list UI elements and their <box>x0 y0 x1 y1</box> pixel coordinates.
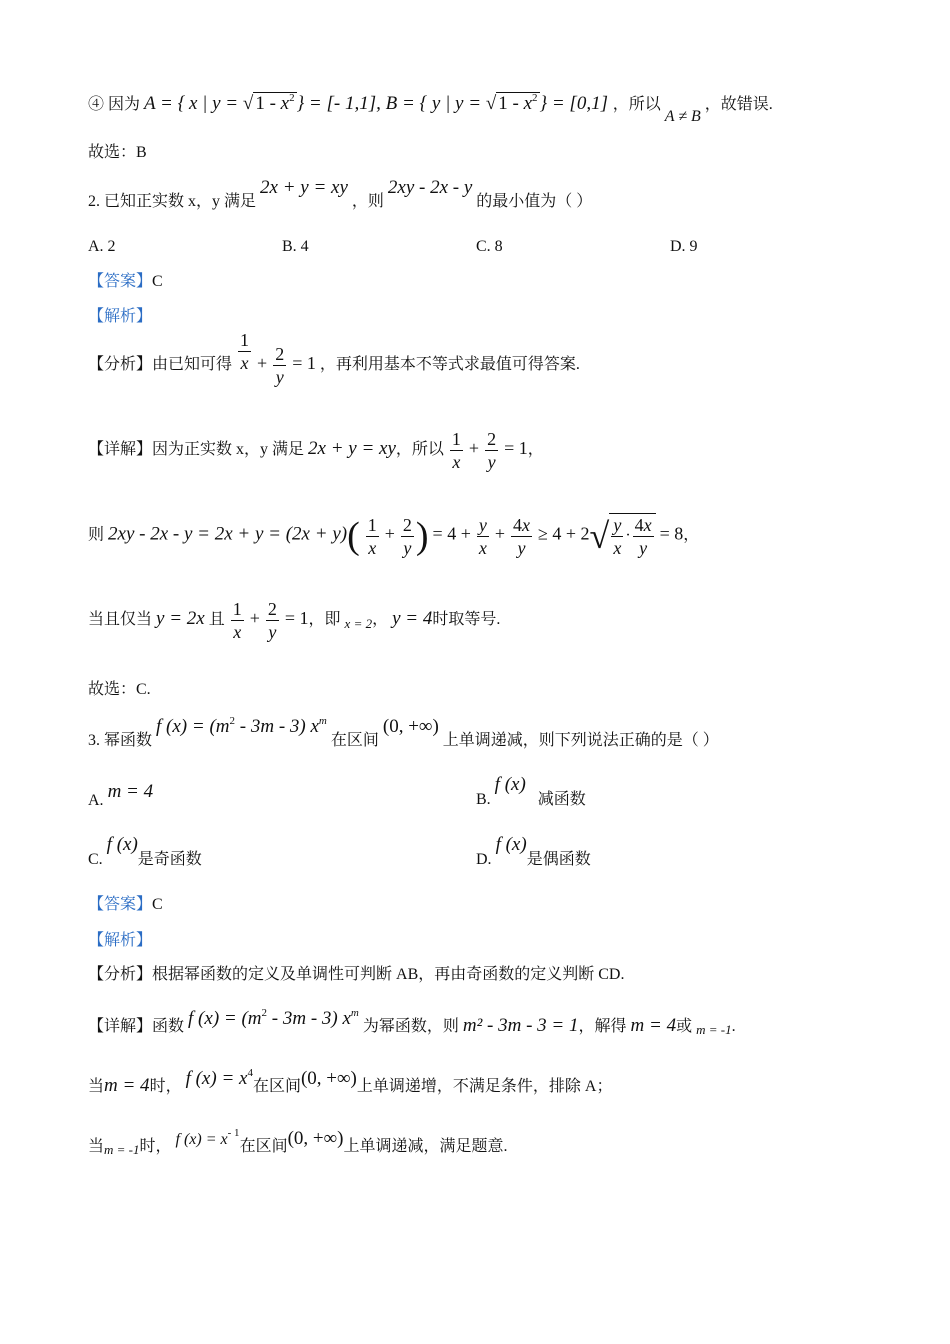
c2-m: m = -1 <box>104 1142 140 1157</box>
dang-suffix: 时取等号. <box>432 611 501 629</box>
q3-option-d: D. f (x)是偶函数 <box>476 834 591 868</box>
q3-option-a: A. m = 4 <box>88 781 154 809</box>
q3-analysis-tag: 【解析】 <box>88 932 153 949</box>
q2-option-b: B. 4 <box>282 238 309 255</box>
c1-mid: 在区间 <box>252 1078 301 1095</box>
q2-equality-condition: 当且仅当 y = 2x 且 $\frac{1}{x}$ + $\frac{2}{y}$ = 1，即 $_{x = 2}$， y = 4时取等号. <box>88 599 501 642</box>
q2-stem-suffix: 的最小值为（ ） <box>476 193 593 210</box>
q3-stem-mid: 在区间 <box>330 732 379 749</box>
chain-end: ， <box>683 526 700 544</box>
xj-prefix: 函数 <box>152 1018 185 1035</box>
dang-comma: ， <box>372 611 389 629</box>
xj-solve: ，解得 <box>578 1018 627 1035</box>
answer-value: C <box>152 896 163 913</box>
q3-interval: (0, +∞) <box>382 716 439 737</box>
dang-and: 且 <box>208 611 225 629</box>
fraction-4x-over-y: $\frac{4x}{y}$ <box>513 514 531 558</box>
c1-prefix: 当 <box>88 1078 105 1095</box>
fraction-2-over-y: $\frac{2}{y}$ <box>267 599 277 642</box>
fraction-4x-over-y: $\frac{4x}{y}$ <box>634 515 652 558</box>
c2-mid: 在区间 <box>239 1138 288 1155</box>
fenxi-suffix: ，再利用基本不等式求最值可得答案. <box>319 356 580 374</box>
q2-xiangjie: 【详解】因为正实数 x，y 满足 2x + y = xy，所以 $\frac{1}{x}$ + $\frac{2}{y}$ = 1， <box>88 429 544 472</box>
q3-answer <box>88 897 163 913</box>
dang-math: y = 2x <box>156 608 205 630</box>
xj-end: . <box>731 1018 736 1035</box>
fenxi-prefix: 由已知可得 <box>152 356 233 374</box>
fraction-2-over-y: $\frac{2}{y}$ <box>487 429 497 472</box>
q2-option-d: D. 9 <box>670 238 698 255</box>
fenxi-tag: 【分析】 <box>88 966 153 983</box>
c1-suffix: 上单调递增，不满足条件，排除 A； <box>356 1078 613 1095</box>
xj-m1: m = -1 <box>696 1022 732 1037</box>
ze-label: 则 <box>88 526 105 544</box>
q2-choice: 故选：C. <box>88 681 151 698</box>
xiangjie-prefix: 因为正实数 x，y 满足 <box>152 441 305 459</box>
q2-fenxi: 【分析】由已知可得 $\frac{1}{x}$ + $\frac{2}{y}$ = 1 ，再利用基本不等式求最值可得答案. <box>88 330 580 387</box>
item4-line <box>88 92 773 125</box>
fraction-1-over-x: $\frac{1}{x}$ <box>451 429 461 472</box>
fenxi-text: 根据幂函数的定义及单调性可判断 AB，再由奇函数的定义判断 CD. <box>152 966 625 983</box>
q3-function: f $(x) = (m^2 - 3m - 3)$ $x^m$ <box>156 715 327 737</box>
fraction-2-over-y: $\frac{2}{y}$ <box>275 344 285 387</box>
c1-time: 时， <box>149 1078 182 1095</box>
q3-fenxi <box>88 967 624 983</box>
q2-option-c: C. 8 <box>476 238 503 255</box>
dang-x: x = 2 <box>344 616 373 632</box>
fraction-y-over-x: $\frac{y}{x}$ <box>478 514 487 558</box>
answer-tag: 【答案】 <box>88 273 153 290</box>
xj-m4: m = 4 <box>630 1015 677 1036</box>
prev-choice: 故选：B <box>88 144 147 161</box>
xiangjie-condition: 2x + y = xy <box>308 438 396 460</box>
q3-xiangjie: 【详解】函数 f $(x) = (m^2 - 3m - 3)$ $x^m$ 为幂函数，则 m² - 3m - 3 = 1，解得 m = 4或 $_{m = -1}$. <box>88 1007 736 1037</box>
c2-suffix: 上单调递减，满足题意. <box>343 1138 508 1155</box>
c2-time: 时， <box>139 1138 172 1155</box>
q3-stem-suffix: 上单调递减，则下列说法正确的是（ ） <box>442 732 719 749</box>
dang-y: y = 4 <box>392 608 433 630</box>
dang-prefix: 当且仅当 <box>88 611 153 629</box>
q3-option-c: C. f (x)是奇函数 <box>88 834 202 868</box>
fraction-2-over-y: $\frac{2}{y}$ <box>402 514 412 558</box>
q3-stem-prefix: 3. 幂函数 <box>88 732 153 749</box>
fraction-1-over-x: $\frac{1}{x}$ <box>240 330 250 373</box>
answer-tag: 【答案】 <box>88 896 153 913</box>
xiangjie-tag: 【详解】 <box>88 441 153 459</box>
fraction-1-over-x: $\frac{1}{x}$ <box>232 599 242 642</box>
dang-mid: ，即 <box>308 611 341 629</box>
q2-stem-prefix: 2. 已知正实数 x，y 满足 <box>88 193 257 210</box>
xj-equation: m² - 3m - 3 = 1 <box>462 1015 579 1036</box>
xj-or: 或 <box>676 1018 693 1035</box>
item4-sets-formula: A = { x | y = √ $1 - x^2$ } = [- 1,1], B = { y | y = √ $1 - x^2$ } = [0,1] <box>144 92 613 114</box>
q2-inequality-chain: 则 2xy - 2x - y = 2x + y = (2x + y)( $\frac{1}{x}$ + $\frac{2}{y}$ ) = 4 + $\frac{y}{x}$ + $\frac{4x}{y}$ ≥ 4 + 2√ $\frac{y}{x}$ · $\frac{4x}{y}$ = 8， <box>88 514 700 558</box>
q2-expression: 2xy - 2x - y <box>387 177 473 198</box>
c1-m: m = 4 <box>104 1075 150 1096</box>
q2-stem-mid: ，则 <box>351 193 384 210</box>
q3-case-m4: 当m = 4时， f $(x) = x^4$在区间(0, +∞)上单调递增，不满足条件，排除 A； <box>88 1067 613 1096</box>
c2-prefix: 当 <box>88 1138 105 1155</box>
xj-mid: 为幂函数，则 <box>362 1018 459 1035</box>
item4-suffix: ，故错误. <box>704 96 773 113</box>
q2-stem <box>88 177 593 210</box>
fraction-1-over-x: $\frac{1}{x}$ <box>367 514 377 558</box>
q3-stem <box>88 715 719 749</box>
q2-analysis-tag: 【解析】 <box>88 308 153 325</box>
q2-option-a: A. 2 <box>88 238 116 255</box>
xiangjie-tag: 【详解】 <box>88 1018 153 1035</box>
q2-answer <box>88 274 163 290</box>
q3-option-b: B. f (x) 减函数 <box>476 774 586 808</box>
q2-condition: 2x + y = xy <box>260 177 348 198</box>
q3-case-m-neg1: 当$_{m = -1}$时， f $(x) = x^{- 1}$在区间(0, +∞)上单调递减，满足题意. <box>88 1127 508 1157</box>
answer-value: C <box>152 273 163 290</box>
xiangjie-mid: ，所以 <box>395 441 444 459</box>
item4-mid: ，所以 <box>612 96 661 113</box>
item4-neq: A ≠ B <box>664 108 701 125</box>
item4-prefix: ④ 因为 <box>88 96 141 113</box>
fraction-y-over-x: $\frac{y}{x}$ <box>613 515 622 558</box>
fenxi-tag: 【分析】 <box>88 356 153 374</box>
xiangjie-end: ， <box>527 441 544 459</box>
